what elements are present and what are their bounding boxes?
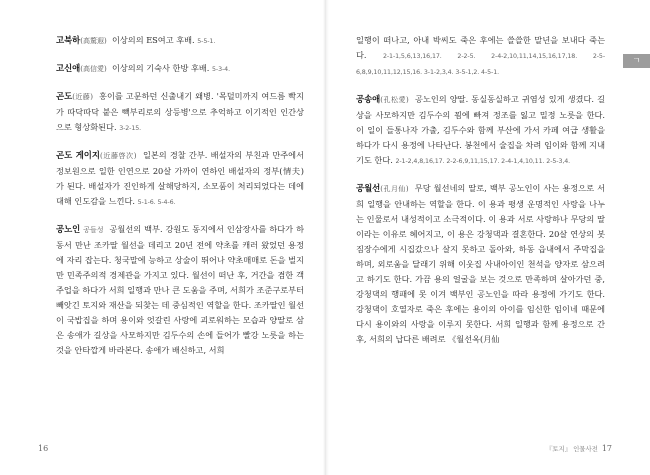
entry-hanja: (高信愛) (80, 65, 107, 73)
entry-text (56, 89, 304, 136)
entry-hanja: (近藤) (72, 93, 93, 101)
entry-text (356, 33, 605, 80)
entry-text (356, 92, 605, 169)
entry-hanja: (高騖遐) (80, 37, 107, 45)
entry-refs: 3-2-15. (119, 125, 142, 132)
entry-hanja: 공들성 (83, 226, 104, 234)
entry-headword: 공송애 (356, 94, 381, 104)
dictionary-entry-continued (356, 33, 605, 80)
entry-refs: 5-3-4. (212, 66, 230, 73)
dictionary-entry (56, 33, 304, 49)
page-footer (546, 444, 612, 453)
entry-headword: 고신애 (56, 63, 81, 73)
entry-refs: 5-5-1. (197, 38, 216, 45)
entry-body: 무당 월선네의 딸로, 백부 공노인이 사는 용정으로 서희 일행을 안내하는 역할을 한다. 이 용과 평생 운명적인 사랑을 나누는 인물로서 내성적이고 소극적이다. 이 용과 서로 사랑하나 무당의 딸이라는 이유로 혜어지고, 이 용은 강청댁과 결혼한다. 20살 연상의 봇짐장수에게 시집갔으나 살지 못하고 돌아와, 하동 읍내에서 주막집을 하며, 외로움을 달래기 위해 이웃집 사내아이인 천석을 양자로 삼으려고 하기도 한다. 가끔 용의 얼굴을 보는 것으로 만족하며 살아가던 중, 강청댁의 행패에 못 이겨 백부인 공노인을 따라 용정에 가기도 한다. 강청댁이 호열자로 죽은 후에는 용이의 아이를 임신한 임이네 때문에 다시 용이와의 사랑을 이루지 못한다. 서희 일행과 함께 용정으로 간 후, 서희의 납다른 배려로 《월선옥(月仙 (356, 183, 605, 344)
page-number: 16 (38, 444, 49, 453)
dictionary-entry (56, 61, 304, 77)
entry-body: 일본의 경찰 간부. 배설자의 부친과 만주에서 정보원으로 일한 인연으로 20살 가까이 연하인 배설자의 정부(情夫)가 된다. 배설자가 진인하게 살해당하지, 소모품이 처리되었다는 데에 대해 인도감을 느낀다. (56, 150, 304, 206)
entry-text (356, 181, 605, 347)
section-thumb-tab: ㄱ (623, 54, 650, 68)
entry-body: 이상의의 기숙사 한방 후배. (111, 63, 210, 73)
entry-headword: 공노인 (56, 224, 81, 234)
entry-headword: 곤도 게이지 (56, 150, 100, 160)
entry-body: 홍이를 고문하던 신출내기 왜병. '목덜미까지 여드름 빡지가 따닥따닥 붙은 빽부리로의 상등병'으로 추억하고 이기적인 인간상으로 형상화된다. (56, 91, 304, 132)
entry-hanja: (孔松愛) (380, 96, 409, 104)
entry-hanja: (孔月仙) (380, 185, 409, 193)
entry-refs: 2-1-2,4,8,16,17. 2-2-6,9,11,15,17. 2-4-1,4,10,11. 2-5-3,4. (395, 158, 571, 165)
entry-text (56, 222, 304, 358)
dictionary-entry (56, 89, 304, 136)
entry-text (56, 33, 304, 49)
dictionary-entry (56, 222, 304, 358)
left-page (0, 0, 323, 475)
entry-refs: 2-1-1,5,6,13,16,17. 2-2-5. 2-4-2,10,11,14,15,16,17,18. 2-5-6,8,9,10,11,12,15,16. 3-1-2,3,4. 3-5-1,2. 4-5-1. (356, 53, 606, 76)
dictionary-entry (56, 148, 304, 210)
entry-body: 일행이 떠나고, 아내 박씨도 죽은 후에는 쓸쓸한 말년을 보내다 죽는다. (356, 35, 605, 60)
entry-headword: 공월선 (356, 183, 381, 193)
dictionary-entry (356, 181, 605, 347)
entry-text (56, 61, 304, 77)
entry-text (56, 148, 304, 210)
dictionary-entry (356, 92, 605, 169)
page-number: 17 (601, 444, 612, 453)
entry-refs: 5-1-6. 5-4-6. (137, 199, 176, 206)
right-column (356, 33, 605, 359)
entry-hanja: (近藤啓次) (99, 152, 137, 160)
entry-body: 이상의의 ES여고 후배. (111, 35, 195, 45)
left-column (56, 33, 304, 370)
entry-body: 공월선의 백부. 강원도 동지에서 인삼장사를 하다가 하동서 만난 조카딸 월선을 데리고 20년 전에 약초를 캐러 왔었던 용정에 자리 잡는다. 청국말에 능하고 상술이 뛰어나 약초매매로 돈을 벌지만 민족주의적 경제관을 가지고 있다. 월선이 떠난 후, 거간을 겸한 객주업을 하다가 서희 일행과 만나 큰 도움을 주며, 서희가 조준구로부터 빼앗긴 토지와 재산을 되찾는 데 중심적인 역할을 한다. 조카딸인 월선이 국밥집을 하며 용이와 엇갈린 사랑에 괴로워하는 모습과 양딸로 삼은 송애가 길상을 사모하지만 김두수의 손에 들어가 빨강 노릇을 하는 것을 안타깝게 바라본다. 송애가 배신하고, 서희 (56, 224, 304, 355)
entry-body: 공노인의 양딸. 동실동실하고 귀염성 있게 생겼다. 길상을 사모하지만 김두수의 꾐에 빠져 정조를 잃고 밀정 노릇을 한다. 이 일이 들통나자 가출, 김두수와 함께 부산에 가서 카페 여급 생활을 하다가 다시 용정에 나타난다. 봉천에서 술집을 차려 임이와 함께 지내기도 한다. (356, 94, 605, 165)
entry-headword: 곤도 (56, 91, 73, 101)
right-page (329, 0, 650, 475)
running-head: 『토지』 인물사전 (545, 445, 598, 453)
entry-headword: 고북하 (56, 35, 81, 45)
